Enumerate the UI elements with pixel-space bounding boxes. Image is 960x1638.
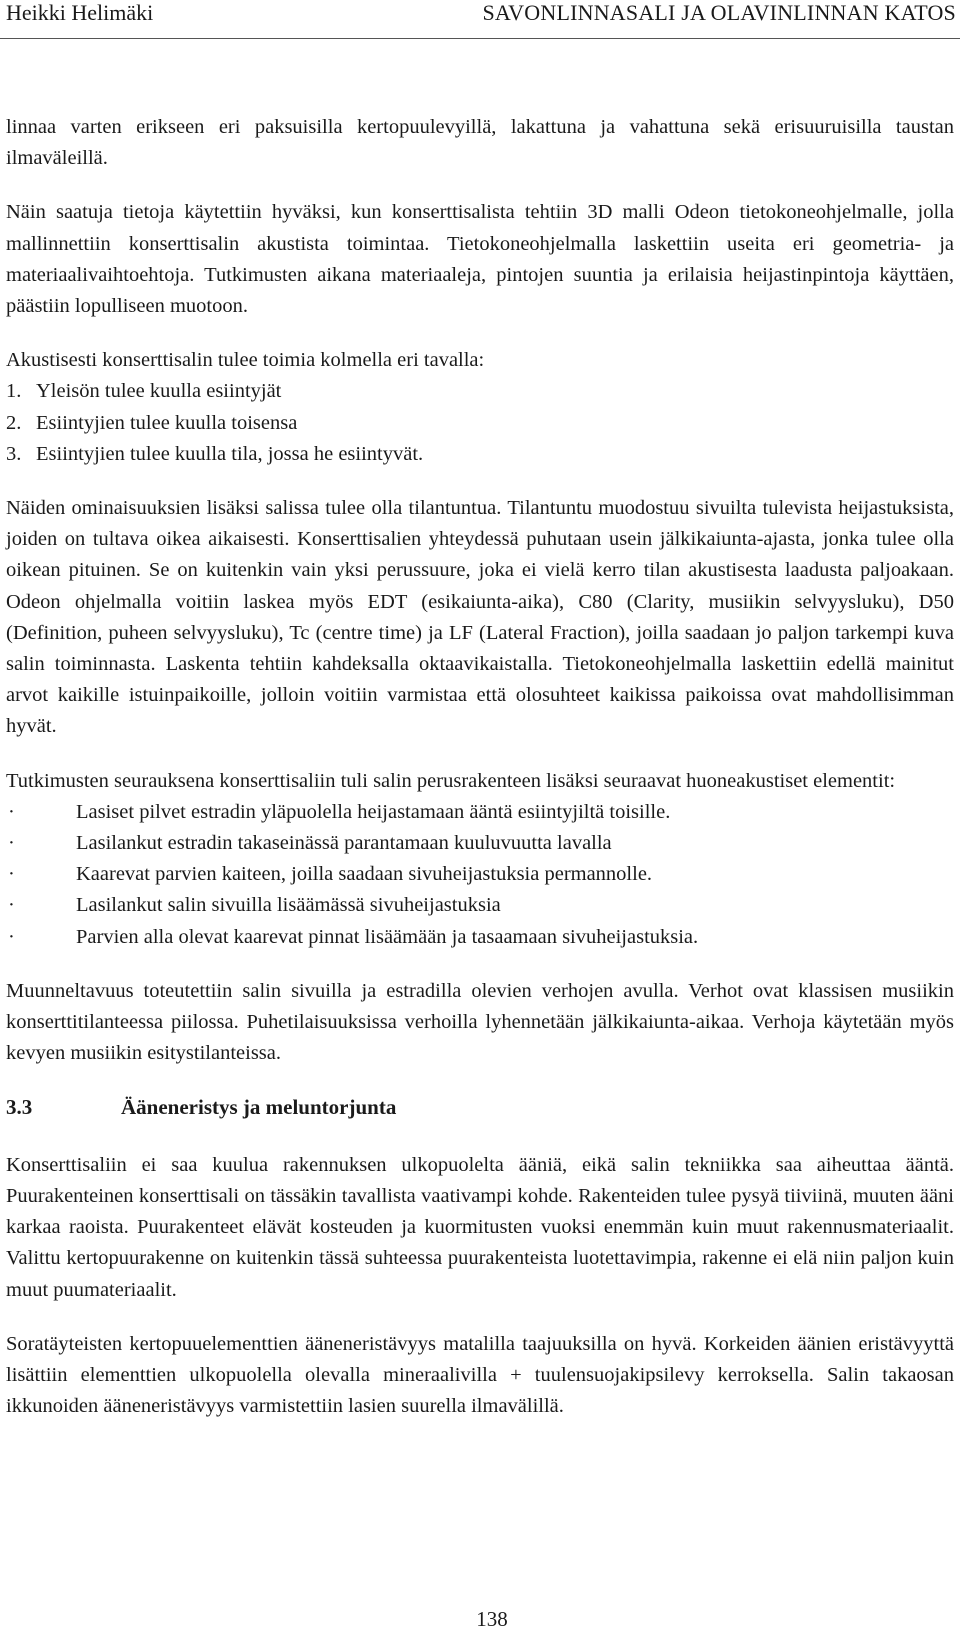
section-title: Ääneneristys ja meluntorjunta <box>121 1095 397 1120</box>
list-number: 1. <box>6 380 22 403</box>
bullet-dot-icon: · <box>8 832 15 855</box>
bullet-list-item <box>6 797 954 828</box>
paragraph-elements-lead: Tutkimusten seurauksena konserttisaliin tuli salin perusrakenteen lisäksi seuraavat huoneakustiset elementit: <box>6 769 896 792</box>
bullet-dot-icon: · <box>8 925 15 948</box>
page-header <box>0 0 960 40</box>
paragraph-4: Näiden ominaisuuksien lisäksi salissa tulee olla tilantuntua. Tilantuntu muodostuu sivuilta tulevista heijastuksista, joiden on tultava oikea aikaisesti. Konserttisalien yhteydessä puhutaan usein jälkikaiunta-ajasta, jonka tulee olla oikean pituinen. Se on kuitenkin vain yksi perussuure, joka ei vielä kerro tilan akustisesta laadusta paljoakaan. Odeon ohjelmalla voitiin laskea myös EDT (esikaiunta-aika), C80 (Clarity, musiikin selvyysluku), D50 (Definition, puheen selvyysluku), Tc (centre time) ja LF (Lateral Fraction), joilla saadaan jo paljon tarkempi kuva salin toiminnasta. Laskenta tehtiin kahdeksalla oktaavikaistalla. Tietokoneohjelmalla laskettiin edellä mainitut arvot kaikille istuinpaikoille, jolloin voitiin varmistaa että olosuhteet kaikissa paikoissa ovat mahdollisimman hyvät. <box>6 497 954 738</box>
numbered-list <box>6 376 954 470</box>
header-rule <box>0 38 960 39</box>
paragraph-1: linnaa varten erikseen eri paksuisilla kertopuulevyillä, lakattuna ja vahattuna sekä erisuuruisilla taustan ilmaväleillä. <box>6 116 954 170</box>
numbered-list-item <box>6 439 954 470</box>
bullet-list-item <box>6 922 954 953</box>
page-footer <box>0 1606 960 1632</box>
bullet-dot-icon: · <box>8 894 15 917</box>
paragraph-8: Soratäyteisten kertopuuelementtien ääneneristävyys matalilla taajuuksilla on hyvä. Korkeiden äänien eristävyyttä lisättiin elementtien ulkopuolella olevalla mineraalivilla + tuulensuojakipsilevy kerroksella. Salin takaosan ikkunoiden ääneneristävyys varmistettiin lasien suurella ilmavälillä. <box>6 1332 954 1418</box>
bullet-list-item <box>6 828 954 859</box>
list-item-text: Lasiset pilvet estradin yläpuolella heijastamaan ääntä esiintyjiltä toisille. <box>76 800 671 823</box>
list-item-text: Esiintyjien tulee kuulla tila, jossa he esiintyvät. <box>36 442 424 465</box>
paragraph-6: Muunneltavuus toteutettiin salin sivuilla ja estradilla olevien verhojen avulla. Verhot ovat klassisen musiikin konserttitilanteessa piilossa. Puhetilaisuuksissa verhoilla lyhennetään jälkikaiunta-aikaa. Verhoja käytetään myös kevyen musiikin esitystilanteissa. <box>6 979 954 1065</box>
header-author: Heikki Helimäki <box>6 0 154 25</box>
paragraph-7: Konserttisaliin ei saa kuulua rakennuksen ulkopuolelta ääniä, eikä salin tekniikka saa aiheuttaa ääntä. Puurakenteinen konserttisali on tässäkin tavallista vaativampi kohde. Rakenteiden tulee pysyä tiiviinä, muuten ääni karkaa raoista. Puurakenteet elävät kosteuden ja kuormitusten vuoksi enemmän kuin muut rakennusmateriaalit. Valittu kertopuurakenne on kuitenkin tässä suhteessa puurakenteista luotettavimpia, rakenne ei elä niin paljon kuin muut puumateriaalit. <box>6 1153 954 1301</box>
list-number: 2. <box>6 411 22 434</box>
bullet-list-item <box>6 890 954 921</box>
list-item-text: Esiintyjien tulee kuulla toisensa <box>36 411 298 434</box>
list-item-text: Kaarevat parvien kaiteen, joilla saadaan sivuheijastuksia permannolle. <box>76 863 653 886</box>
list-item-text: Lasilankut estradin takaseinässä parantamaan kuuluvuutta lavalla <box>76 832 612 855</box>
list-number: 3. <box>6 442 22 465</box>
bullet-dot-icon: · <box>8 863 15 886</box>
page-number: 138 <box>476 1607 508 1631</box>
list-item-text: Lasilankut salin sivuilla lisäämässä sivuheijastuksia <box>76 894 501 917</box>
list-item-text: Parvien alla olevat kaarevat pinnat lisäämään ja tasaamaan sivuheijastuksia. <box>76 925 699 948</box>
bullet-dot-icon: · <box>8 800 15 823</box>
page-body <box>6 112 954 1445</box>
header-title: SAVONLINNASALI JA OLAVINLINNAN KATOS <box>482 0 956 25</box>
paragraph-2: Näin saatuja tietoja käytettiin hyväksi, kun konserttisalista tehtiin 3D malli Odeon tietokoneohjelmalle, jolla mallinnettiin konserttisalin akustista toimintaa. Tietokoneohjelmalla laskettiin useita eri geometria- ja materiaalivaihtoehtoja. Tutkimusten aikana materiaaleja, pintojen suuntia ja erilaisia heijastinpintoja käyttäen, päästiin lopulliseen muotoon. <box>6 201 954 318</box>
section-number: 3.3 <box>6 1095 33 1120</box>
paragraph-list-lead: Akustisesti konserttisalin tulee toimia kolmella eri tavalla: <box>6 349 485 372</box>
list-item-text: Yleisön tulee kuulla esiintyjät <box>36 380 282 403</box>
numbered-list-item <box>6 408 954 439</box>
bullet-list-item <box>6 859 954 890</box>
bullet-list <box>6 797 954 953</box>
numbered-list-item <box>6 376 954 407</box>
section-heading <box>6 1092 954 1123</box>
